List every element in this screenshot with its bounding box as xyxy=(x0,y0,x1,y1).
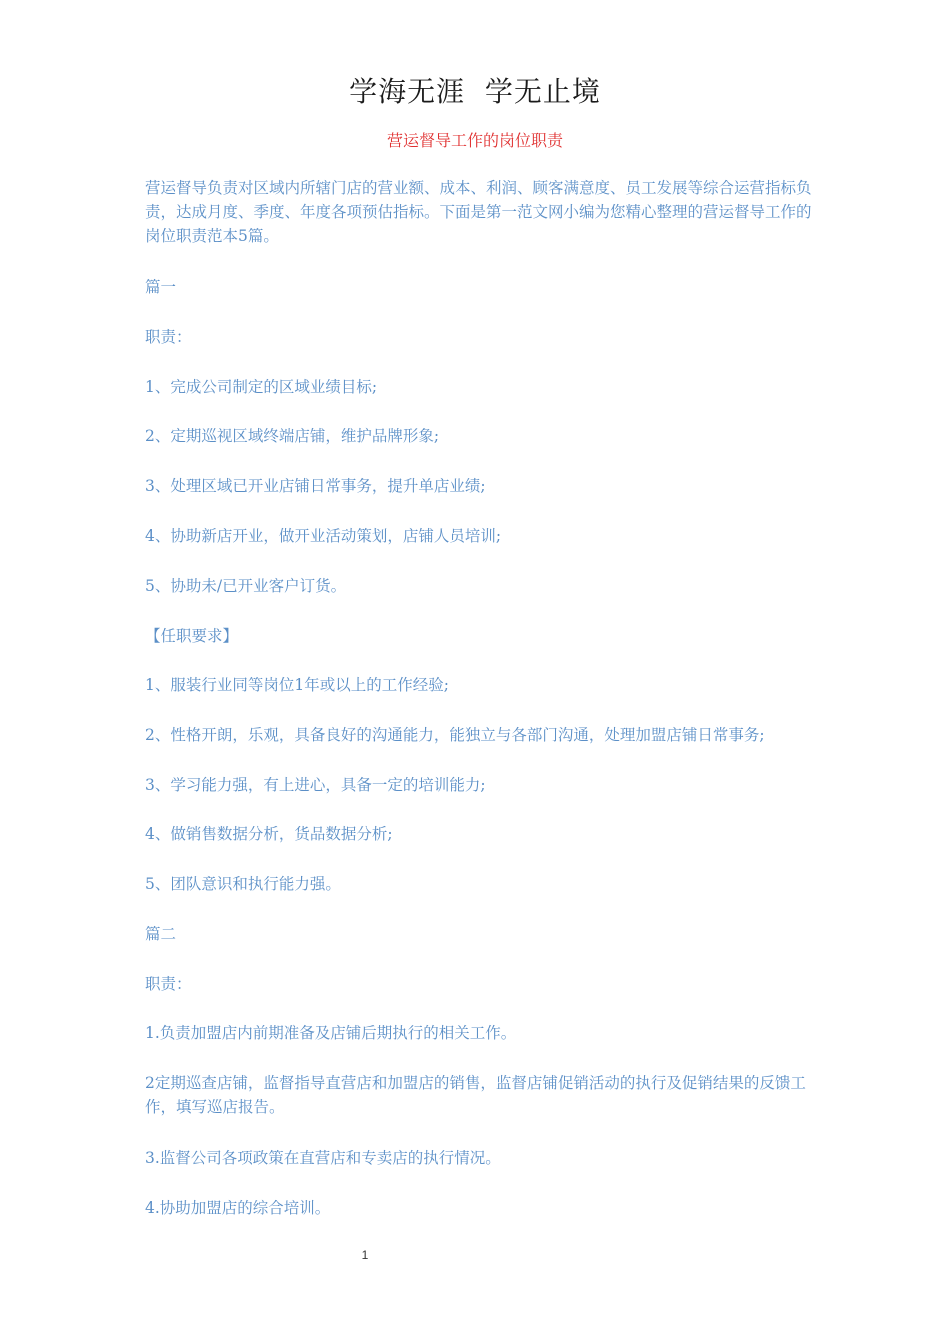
document-title: 营运督导工作的岗位职责 xyxy=(386,131,563,150)
duty-item: 3.监督公司各项政策在直营店和专卖店的执行情况。 xyxy=(145,1149,501,1167)
section-heading-2: 篇二 xyxy=(145,925,177,943)
duties-label-2: 职责： xyxy=(145,975,192,993)
requirements-label: 【任职要求】 xyxy=(145,627,239,645)
duty-item: 3、处理区域已开业店铺日常事务，提升单店业绩; xyxy=(145,477,486,495)
page-number: 1 xyxy=(361,1248,369,1262)
duty-item: 5、协助未/已开业客户订货。 xyxy=(145,577,347,595)
requirement-item: 4、做销售数据分析，货品数据分析; xyxy=(145,825,393,843)
requirement-item: 5、团队意识和执行能力强。 xyxy=(145,875,341,893)
requirement-item: 2、性格开朗，乐观，具备良好的沟通能力，能独立与各部门沟通，处理加盟店铺日常事务; xyxy=(145,726,765,744)
requirement-item: 1、服装行业同等岗位1年或以上的工作经验; xyxy=(145,676,449,694)
duty-item: 1.负责加盟店内前期准备及店铺后期执行的相关工作。 xyxy=(145,1024,517,1042)
header-title: 学海无涯 学无止境 xyxy=(349,75,601,108)
intro-paragraph: 营运督导负责对区域内所辖门店的营业额、成本、利润、顾客满意度、员工发展等综合运营指标负责，达成月度、季度、年度各项预估指标。下面是第一范文网小编为您精心整理的营运督导工作的岗位职责范本5篇。 xyxy=(145,179,812,245)
duty-item: 4、协助新店开业，做开业活动策划，店铺人员培训; xyxy=(145,527,502,545)
duty-item: 1、完成公司制定的区域业绩目标; xyxy=(145,378,378,396)
duty-item: 2定期巡查店铺，监督指导直营店和加盟店的销售，监督店铺促销活动的执行及促销结果的反馈工作，填写巡店报告。 xyxy=(145,1074,806,1116)
duties-label-1: 职责： xyxy=(145,328,192,346)
duty-item: 2、定期巡视区域终端店铺，维护品牌形象; xyxy=(145,427,440,445)
section-heading-1: 篇一 xyxy=(145,278,177,296)
requirement-item: 3、学习能力强，有上进心，具备一定的培训能力; xyxy=(145,776,486,794)
duty-item: 4.协助加盟店的综合培训。 xyxy=(145,1199,331,1217)
